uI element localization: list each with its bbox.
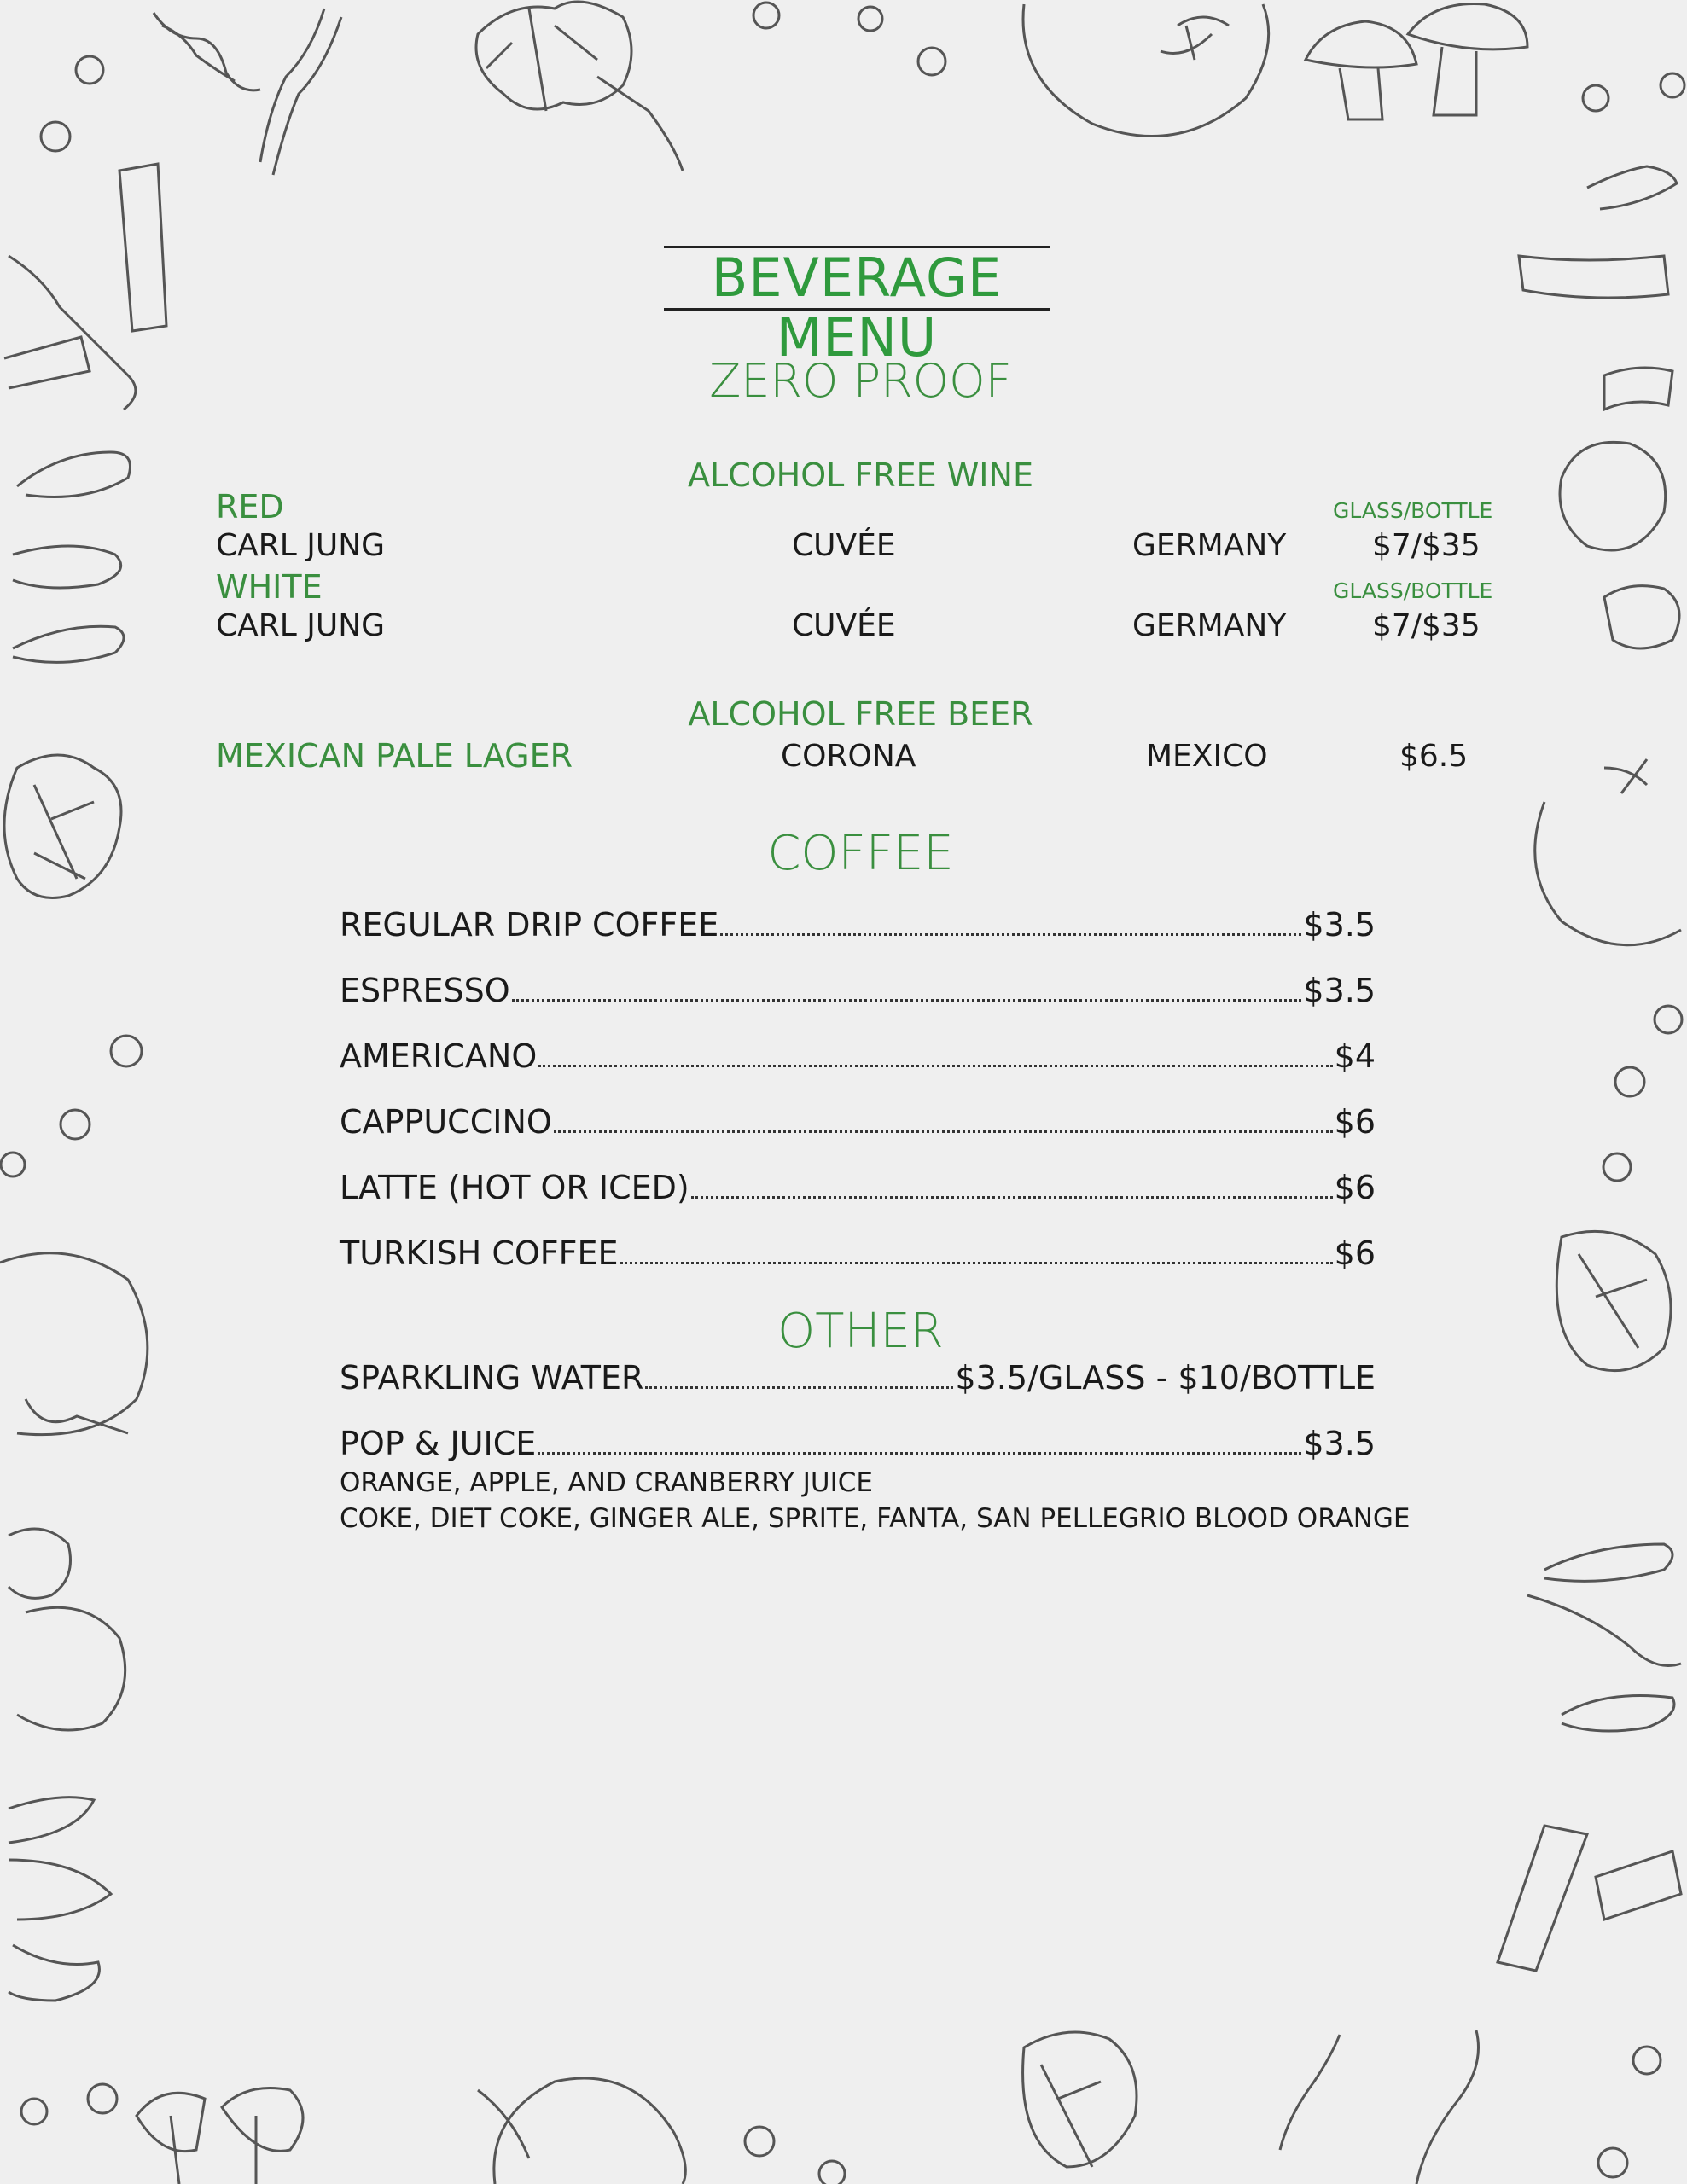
list-item [340,1103,1376,1141]
item-price: $6 [1334,1103,1376,1141]
wine-style: CUVÉE [792,608,896,643]
item-price: $3.5/GLASS - $10/BOTTLE [955,1359,1376,1397]
section-heading-zero-proof: ZERO PROOF [709,354,1012,408]
item-name: TURKISH COFFEE [340,1234,619,1272]
item-name: AMERICANO [340,1037,538,1075]
item-note: COKE, DIET COKE, GINGER ALE, SPRITE, FANTA, SAN PELLEGRIO BLOOD ORANGE [340,1503,1411,1534]
section-heading-other: OTHER [777,1304,944,1359]
item-name: LATTE (HOT OR ICED) [340,1169,689,1206]
wine-price: $7/$35 [1372,608,1480,643]
list-item [340,906,1376,944]
item-price: $3.5 [1303,1425,1376,1462]
section-heading-coffee: COFFEE [767,826,954,881]
wine-country: GERMANY [1132,528,1287,563]
price-header: GLASS/BOTTLE [1333,578,1493,603]
wine-name: CARL JUNG [216,528,386,563]
wine-category-white: WHITE [216,568,323,606]
wine-name: CARL JUNG [216,608,386,643]
item-price: $6 [1334,1234,1376,1272]
dot-leader [538,1065,1332,1067]
wine-category-red: RED [216,488,284,526]
beer-country: MEXICO [1146,739,1268,774]
subheading-alcohol-free-wine: ALCOHOL FREE WINE [688,456,1033,494]
list-item [340,1359,1376,1397]
dot-leader [538,1452,1301,1455]
list-item [340,1425,1376,1462]
list-item [340,1234,1376,1272]
dot-leader [620,1262,1333,1264]
item-price: $3.5 [1303,972,1376,1009]
dot-leader [554,1130,1333,1133]
dot-leader [512,999,1302,1002]
item-note: ORANGE, APPLE, AND CRANBERRY JUICE [340,1467,873,1498]
beer-price: $6.5 [1399,739,1469,774]
item-name: ESPRESSO [340,972,510,1009]
wine-price: $7/$35 [1372,528,1480,563]
dot-leader [691,1196,1333,1199]
subheading-alcohol-free-beer: ALCOHOL FREE BEER [688,695,1033,733]
beer-name: CORONA [781,739,916,774]
dot-leader [645,1386,953,1389]
item-name: SPARKLING WATER [340,1359,644,1397]
wine-country: GERMANY [1132,608,1287,643]
item-name: REGULAR DRIP COFFEE [340,906,719,944]
wine-style: CUVÉE [792,528,896,563]
item-price: $6 [1334,1169,1376,1206]
list-item [340,972,1376,1009]
price-header: GLASS/BOTTLE [1333,498,1493,523]
item-name: POP & JUICE [340,1425,537,1462]
list-item [340,1037,1376,1075]
item-price: $3.5 [1303,906,1376,944]
item-price: $4 [1334,1037,1376,1075]
list-item [340,1169,1376,1206]
beer-style: MEXICAN PALE LAGER [216,737,573,775]
dot-leader [720,933,1301,936]
item-name: CAPPUCCINO [340,1103,552,1141]
page-title: BEVERAGE MENU [664,246,1050,311]
